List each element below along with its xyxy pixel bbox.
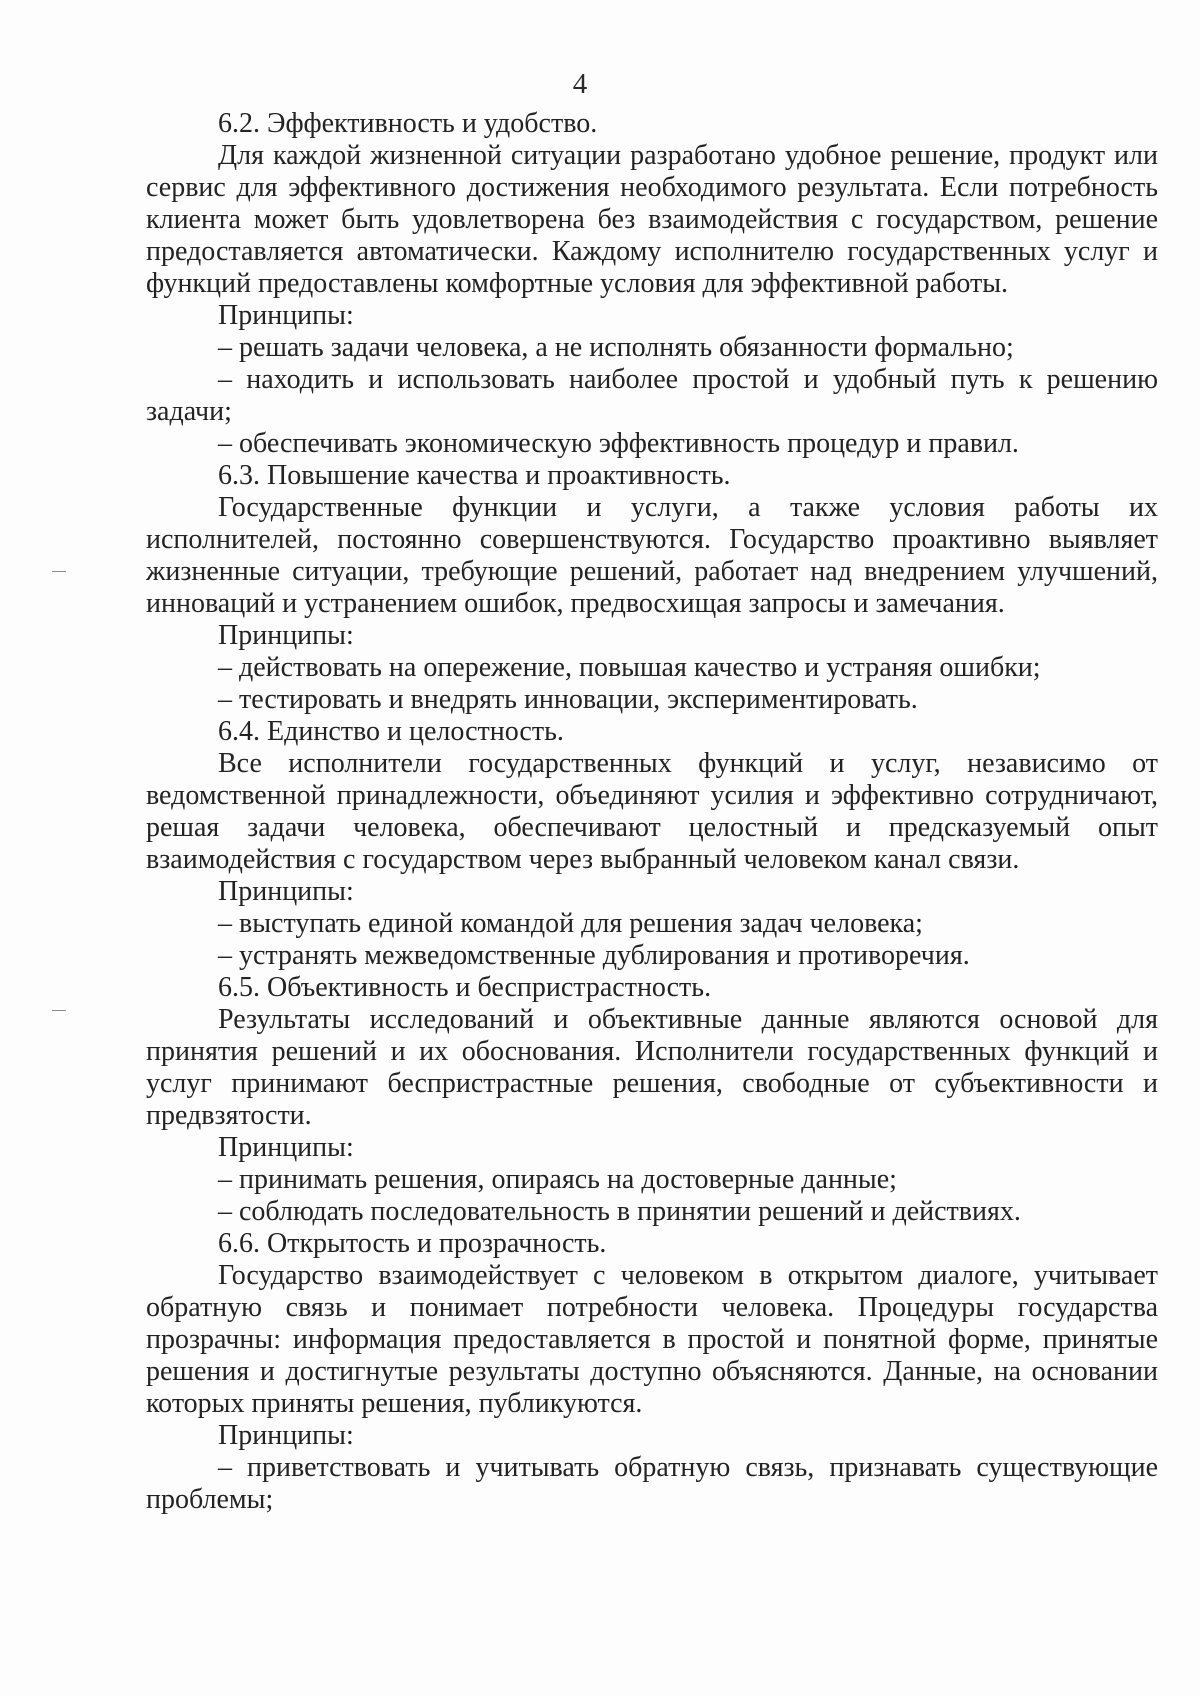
principles-label: Принципы: — [218, 620, 354, 651]
principle-item: – тестировать и внедрять инновации, экспериментировать. — [218, 684, 918, 715]
principle-item: – решать задачи человека, а не исполнять обязанности формально; — [218, 332, 1014, 363]
principles-label: Принципы: — [218, 1132, 354, 1163]
scan-margin-mark — [52, 571, 66, 572]
section-heading: 6.2. Эффективность и удобство. — [218, 108, 598, 139]
section-heading: 6.6. Открытость и прозрачность. — [218, 1228, 607, 1259]
principle-item: – приветствовать и учитывать обратную связь, признавать существующие проблемы; — [146, 1452, 1158, 1515]
principles-label: Принципы: — [218, 876, 354, 907]
principle-item: – соблюдать последовательность в принятии решений и действиях. — [218, 1196, 1021, 1227]
principles-label: Принципы: — [218, 1420, 354, 1451]
principle-item: – выступать единой командой для решения задач человека; — [218, 908, 923, 939]
section-heading: 6.3. Повышение качества и проактивность. — [218, 460, 731, 491]
section-heading: 6.4. Единство и целостность. — [218, 716, 564, 747]
principle-item: – обеспечивать экономическую эффективность процедур и правил. — [218, 428, 1019, 459]
body-paragraph: Для каждой жизненной ситуации разработано удобное решение, продукт или сервис для эффективного достижения необходимого результата. Если потребность клиента может быть удовлетворена без взаимодействия с государством, решение предоставляется автоматически. Каждому исполнителю государственных услуг и функций предоставлены комфортные условия для эффективной работы. — [146, 140, 1158, 299]
body-paragraph: Государство взаимодействует с человеком в открытом диалоге, учитывает обратную связь и понимает потребности человека. Процедуры государства прозрачны: информация предоставляется в простой и понятной форме, принятые решения и достигнутые результаты доступно объясняются. Данные, на основании которых приняты решения, публикуются. — [146, 1260, 1158, 1419]
principles-label: Принципы: — [218, 300, 354, 331]
body-paragraph: Государственные функции и услуги, а также условия работы их исполнителей, постоянно совершенствуются. Государство проактивно выявляет жизненные ситуации, требующие решений, работает над внедрением улучшений, инноваций и устранением ошибок, предвосхищая запросы и замечания. — [146, 492, 1158, 619]
scan-margin-mark — [52, 1010, 66, 1011]
body-paragraph: Все исполнители государственных функций и услуг, независимо от ведомственной принадлежности, объединяют усилия и эффективно сотрудничают, решая задачи человека, обеспечивают целостный и предсказуемый опыт взаимодействия с государством через выбранный человеком канал связи. — [146, 748, 1158, 875]
document-body — [146, 108, 1158, 1516]
page-number: 4 — [572, 68, 588, 100]
principle-item: – находить и использовать наиболее простой и удобный путь к решению задачи; — [146, 364, 1158, 427]
section-heading: 6.5. Объективность и беспристрастность. — [218, 972, 712, 1003]
principle-item: – принимать решения, опираясь на достоверные данные; — [218, 1164, 897, 1195]
principle-item: – устранять межведомственные дублирования и противоречия. — [218, 940, 970, 971]
body-paragraph: Результаты исследований и объективные данные являются основой для принятия решений и их обоснования. Исполнители государственных функций и услуг принимают беспристрастные решения, свободные от субъективности и предвзятости. — [146, 1004, 1158, 1131]
principle-item: – действовать на опережение, повышая качество и устраняя ошибки; — [218, 652, 1041, 683]
